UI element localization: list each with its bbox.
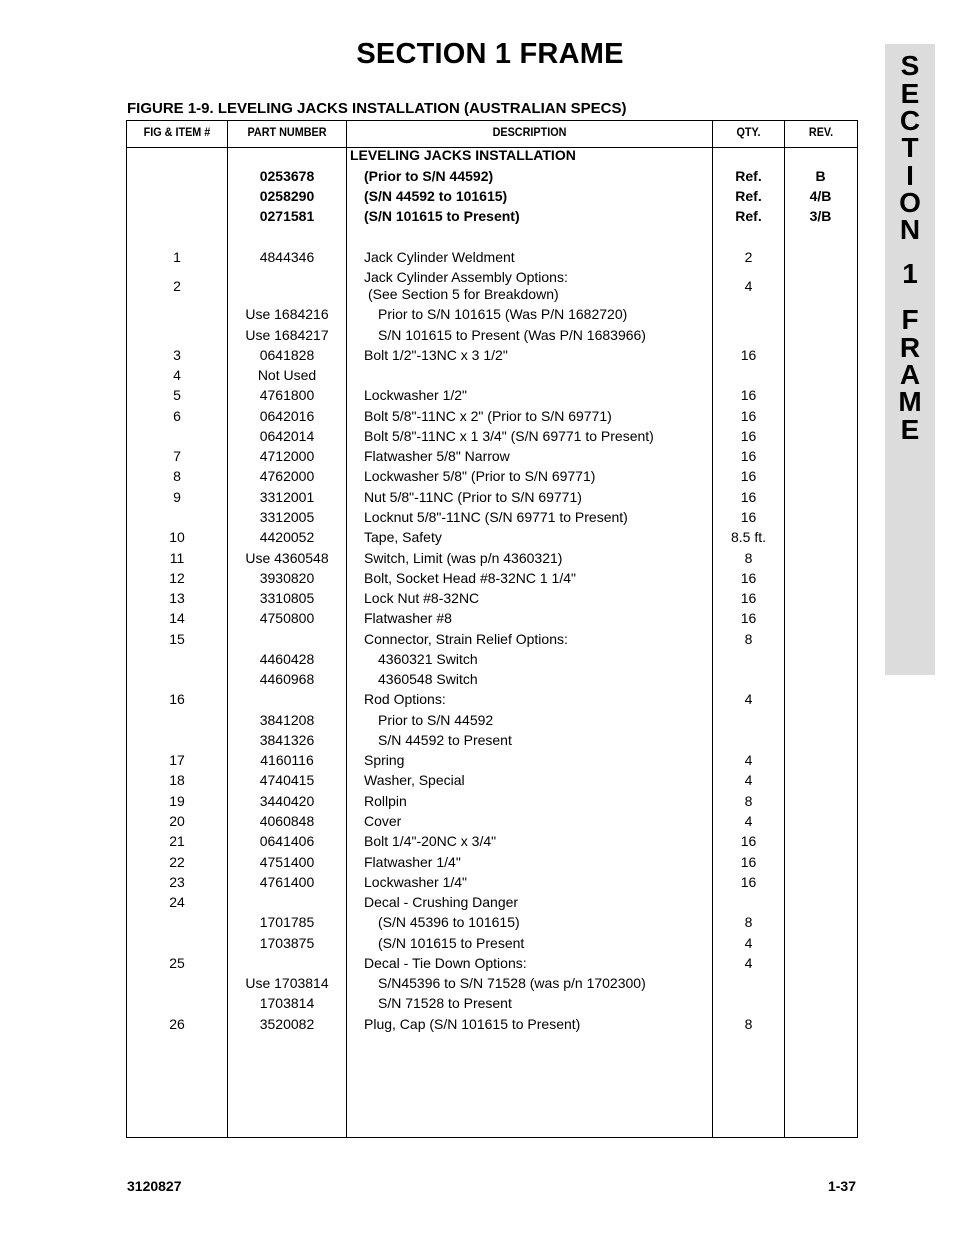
- side-tab-letter: R: [899, 332, 921, 363]
- side-tab-letter: E: [900, 78, 920, 109]
- table-row: [127, 669, 857, 689]
- side-tab-letter: F: [901, 304, 919, 335]
- row-description: Locknut 5/8"-11NC (S/N 69771 to Present): [364, 509, 628, 525]
- row-qty: 4: [744, 935, 753, 951]
- table-row: [127, 548, 857, 568]
- header-description: DESCRIPTION: [492, 125, 567, 139]
- row-qty: 16: [740, 347, 757, 363]
- table-row: [127, 247, 857, 267]
- row-part-number: 4460428: [259, 651, 315, 667]
- row-fig-item: 24: [169, 894, 185, 910]
- row-part-number: Use 1684217: [245, 327, 329, 343]
- table-row: [127, 710, 857, 730]
- row-part-number: 1703814: [259, 995, 315, 1011]
- row-part-number: 4420052: [259, 529, 315, 545]
- row-part-number: Use 4360548: [245, 550, 329, 566]
- table-row: [127, 811, 857, 831]
- row-qty: 4: [744, 691, 753, 707]
- row-qty: 4: [744, 278, 753, 294]
- row-qty: Ref.: [735, 208, 762, 224]
- row-qty: 8: [744, 1016, 753, 1032]
- row-qty: 8.5 ft.: [730, 529, 767, 545]
- figure-title: FIGURE 1-9. LEVELING JACKS INSTALLATION (AUSTRALIAN SPECS): [127, 100, 627, 117]
- row-description: Decal - Tie Down Options:: [364, 955, 527, 971]
- row-part-number: 0271581: [259, 208, 315, 224]
- row-description: (S/N 44592 to 101615): [364, 188, 508, 204]
- table-row: [127, 649, 857, 669]
- header-qty: QTY.: [736, 125, 761, 139]
- row-description: S/N 44592 to Present: [378, 732, 512, 748]
- table-row: [127, 953, 857, 973]
- row-qty: 2: [744, 249, 753, 265]
- row-description: Spring: [364, 752, 405, 768]
- table-row: [127, 507, 857, 527]
- row-part-number: Use 1684216: [245, 306, 329, 322]
- row-description: Rollpin: [364, 793, 407, 809]
- row-fig-item: 3: [173, 347, 181, 363]
- row-part-number: 3440420: [259, 793, 315, 809]
- row-part-number: 3841326: [259, 732, 315, 748]
- row-description: Bolt 5/8"-11NC x 1 3/4" (S/N 69771 to Present): [364, 428, 654, 444]
- row-part-number: 1703875: [259, 935, 315, 951]
- header-rev: REV.: [808, 125, 834, 139]
- row-part-number: 4712000: [259, 448, 315, 464]
- row-description: 4360548 Switch: [378, 671, 478, 687]
- side-tab-letter: 1: [902, 258, 918, 289]
- table-row: [127, 406, 857, 426]
- row-fig-item: 10: [169, 529, 185, 545]
- table-row: [127, 791, 857, 811]
- table-row: [127, 588, 857, 608]
- row-part-number: 1701785: [259, 914, 315, 930]
- row-part-number: 0641828: [259, 347, 315, 363]
- table-row: [127, 568, 857, 588]
- row-description: S/N 71528 to Present: [378, 995, 512, 1011]
- row-qty: 4: [744, 752, 753, 768]
- side-tab-letter: E: [900, 414, 920, 445]
- row-fig-item: 5: [173, 387, 181, 403]
- row-part-number: Use 1703814: [245, 975, 329, 991]
- row-description: (S/N 101615 to Present): [364, 208, 520, 224]
- table-row: [127, 973, 857, 993]
- row-part-number: 4761800: [259, 387, 315, 403]
- row-rev: 4/B: [809, 188, 832, 204]
- row-qty: Ref.: [735, 168, 762, 184]
- row-qty: 16: [740, 854, 757, 870]
- row-description: Washer, Special: [364, 772, 465, 788]
- row-qty: 16: [740, 874, 757, 890]
- row-qty: 8: [744, 550, 753, 566]
- table-row: [127, 770, 857, 790]
- row-fig-item: 7: [173, 448, 181, 464]
- row-description: S/N45396 to S/N 71528 (was p/n 1702300): [378, 975, 646, 991]
- row-description: (Prior to S/N 44592): [364, 168, 494, 184]
- side-tab-letter: T: [901, 132, 919, 163]
- table-row: [127, 912, 857, 932]
- row-fig-item: 15: [169, 631, 185, 647]
- row-part-number: 4751400: [259, 854, 315, 870]
- row-description: Connector, Strain Relief Options:: [364, 631, 568, 647]
- table-row: [127, 166, 857, 186]
- table-row: [127, 325, 857, 345]
- row-description: 4360321 Switch: [378, 651, 478, 667]
- section-title: SECTION 1 FRAME: [356, 38, 624, 70]
- page-number: 1-37: [827, 1178, 856, 1194]
- side-tab-letter: O: [899, 187, 921, 218]
- row-description: (S/N 101615 to Present: [378, 935, 525, 951]
- row-fig-item: 23: [169, 874, 185, 890]
- row-description: Switch, Limit (was p/n 4360321): [364, 550, 563, 566]
- table-row: [127, 186, 857, 206]
- row-part-number: 4460968: [259, 671, 315, 687]
- table-row: [127, 892, 857, 912]
- row-description: Cover: [364, 813, 402, 829]
- table-row: [127, 446, 857, 466]
- row-part-number: 4844346: [259, 249, 315, 265]
- row-fig-item: 2: [173, 278, 181, 294]
- row-description: Prior to S/N 44592: [378, 712, 494, 728]
- table-row: [127, 527, 857, 547]
- table-row: [127, 206, 857, 226]
- section-side-tab: [885, 44, 935, 675]
- row-description: Jack Cylinder Weldment: [364, 249, 515, 265]
- row-part-number: 0642014: [259, 428, 315, 444]
- table-row: [127, 145, 857, 165]
- table-row: [127, 689, 857, 709]
- row-description: LEVELING JACKS INSTALLATION: [350, 147, 576, 163]
- row-fig-item: 4: [173, 367, 181, 383]
- row-part-number: 4740415: [259, 772, 315, 788]
- row-fig-item: 20: [169, 813, 185, 829]
- row-fig-item: 16: [169, 691, 185, 707]
- row-description: Decal - Crushing Danger: [364, 894, 519, 910]
- row-rev: 3/B: [809, 208, 832, 224]
- row-description: Rod Options:: [364, 691, 446, 707]
- row-fig-item: 9: [173, 489, 181, 505]
- row-qty: 8: [744, 631, 753, 647]
- row-qty: 4: [744, 772, 753, 788]
- table-row: [127, 730, 857, 750]
- row-qty: 16: [740, 610, 757, 626]
- row-part-number: 4160116: [260, 752, 314, 768]
- row-fig-item: 25: [169, 955, 185, 971]
- row-part-number: 0258290: [259, 188, 315, 204]
- row-qty: 16: [740, 590, 757, 606]
- row-fig-item: 14: [169, 610, 185, 626]
- row-fig-item: 19: [169, 793, 185, 809]
- table-row: [127, 750, 857, 770]
- row-part-number: 3312005: [259, 509, 315, 525]
- row-qty: 8: [744, 914, 753, 930]
- table-row: [127, 993, 857, 1013]
- side-tab-letter: A: [899, 359, 921, 390]
- row-qty: 16: [740, 833, 757, 849]
- table-row: [127, 426, 857, 446]
- row-qty: 4: [744, 813, 753, 829]
- side-tab-letter: I: [906, 160, 914, 191]
- table-row: [127, 831, 857, 851]
- parts-table: [126, 120, 858, 1138]
- row-part-number: 3310805: [259, 590, 315, 606]
- row-description: Lockwasher 1/4": [364, 874, 468, 890]
- row-qty: 16: [740, 448, 757, 464]
- row-fig-item: 13: [169, 590, 185, 606]
- row-description: Bolt, Socket Head #8-32NC 1 1/4": [364, 570, 576, 586]
- row-qty: 4: [744, 955, 753, 971]
- row-qty: Ref.: [735, 188, 762, 204]
- row-fig-item: 1: [173, 249, 181, 265]
- row-part-number: Not Used: [257, 367, 317, 383]
- row-description: (S/N 45396 to 101615): [378, 914, 520, 930]
- table-row: [127, 629, 857, 649]
- side-tab-letter: C: [899, 105, 921, 136]
- table-row: [127, 1014, 857, 1034]
- header-fig-item: FIG & ITEM #: [143, 125, 211, 139]
- row-fig-item: 18: [169, 772, 185, 788]
- row-description: Flatwasher 5/8" Narrow: [364, 448, 510, 464]
- row-qty: 16: [740, 489, 757, 505]
- row-fig-item: 21: [169, 833, 185, 849]
- row-qty: 16: [740, 387, 757, 403]
- table-row: [127, 933, 857, 953]
- table-row: [127, 284, 857, 304]
- table-row: [127, 487, 857, 507]
- row-part-number: 3312001: [259, 489, 315, 505]
- row-part-number: 3841208: [259, 712, 315, 728]
- side-tab-letter: S: [900, 50, 920, 81]
- row-description: Jack Cylinder Assembly Options:: [364, 269, 568, 285]
- table-row: [127, 304, 857, 324]
- table-row: [127, 365, 857, 385]
- row-description: Bolt 1/2"-13NC x 3 1/2": [364, 347, 508, 363]
- table-row: [127, 608, 857, 628]
- header-part-number: PART NUMBER: [247, 125, 327, 139]
- row-fig-item: 11: [169, 550, 185, 566]
- row-description: Nut 5/8"-11NC (Prior to S/N 69771): [364, 489, 582, 505]
- row-part-number: 0642016: [259, 408, 315, 424]
- row-qty: 8: [744, 793, 753, 809]
- row-description: Flatwasher #8: [364, 610, 452, 626]
- row-description: Lockwasher 1/2": [364, 387, 468, 403]
- row-qty: 16: [740, 428, 757, 444]
- row-fig-item: 8: [173, 468, 181, 484]
- row-description: Plug, Cap (S/N 101615 to Present): [364, 1016, 581, 1032]
- row-part-number: 4762000: [259, 468, 315, 484]
- row-part-number: 0641406: [259, 833, 315, 849]
- row-fig-item: 26: [169, 1016, 185, 1032]
- row-part-number: 4761400: [259, 874, 315, 890]
- row-qty: 16: [740, 570, 757, 586]
- row-part-number: 4750800: [259, 610, 315, 626]
- row-part-number: 3930820: [259, 570, 315, 586]
- row-description: Lockwasher 5/8" (Prior to S/N 69771): [364, 468, 596, 484]
- row-description: Tape, Safety: [364, 529, 442, 545]
- row-part-number: 0253678: [259, 168, 315, 184]
- table-row: [127, 385, 857, 405]
- row-qty: 16: [740, 509, 757, 525]
- row-rev: B: [815, 168, 826, 184]
- row-fig-item: 12: [169, 570, 185, 586]
- row-fig-item: 17: [169, 752, 185, 768]
- row-fig-item: 6: [173, 408, 181, 424]
- row-description: Bolt 1/4"-20NC x 3/4": [364, 833, 497, 849]
- row-description: (See Section 5 for Breakdown): [368, 286, 559, 302]
- row-part-number: 3520082: [259, 1016, 315, 1032]
- table-row: [127, 872, 857, 892]
- table-row: [127, 345, 857, 365]
- side-tab-letter: M: [898, 386, 922, 417]
- row-description: Flatwasher 1/4": [364, 854, 461, 870]
- table-row: [127, 852, 857, 872]
- table-row: [127, 466, 857, 486]
- row-description: Bolt 5/8"-11NC x 2" (Prior to S/N 69771): [364, 408, 612, 424]
- side-tab-letter: N: [899, 214, 921, 245]
- row-fig-item: 22: [169, 854, 185, 870]
- row-part-number: 4060848: [259, 813, 315, 829]
- document-number: 3120827: [127, 1178, 182, 1194]
- row-description: Prior to S/N 101615 (Was P/N 1682720): [378, 306, 628, 322]
- row-description: S/N 101615 to Present (Was P/N 1683966): [378, 327, 646, 343]
- row-description: Lock Nut #8-32NC: [364, 590, 480, 606]
- row-qty: 16: [740, 468, 757, 484]
- row-qty: 16: [740, 408, 757, 424]
